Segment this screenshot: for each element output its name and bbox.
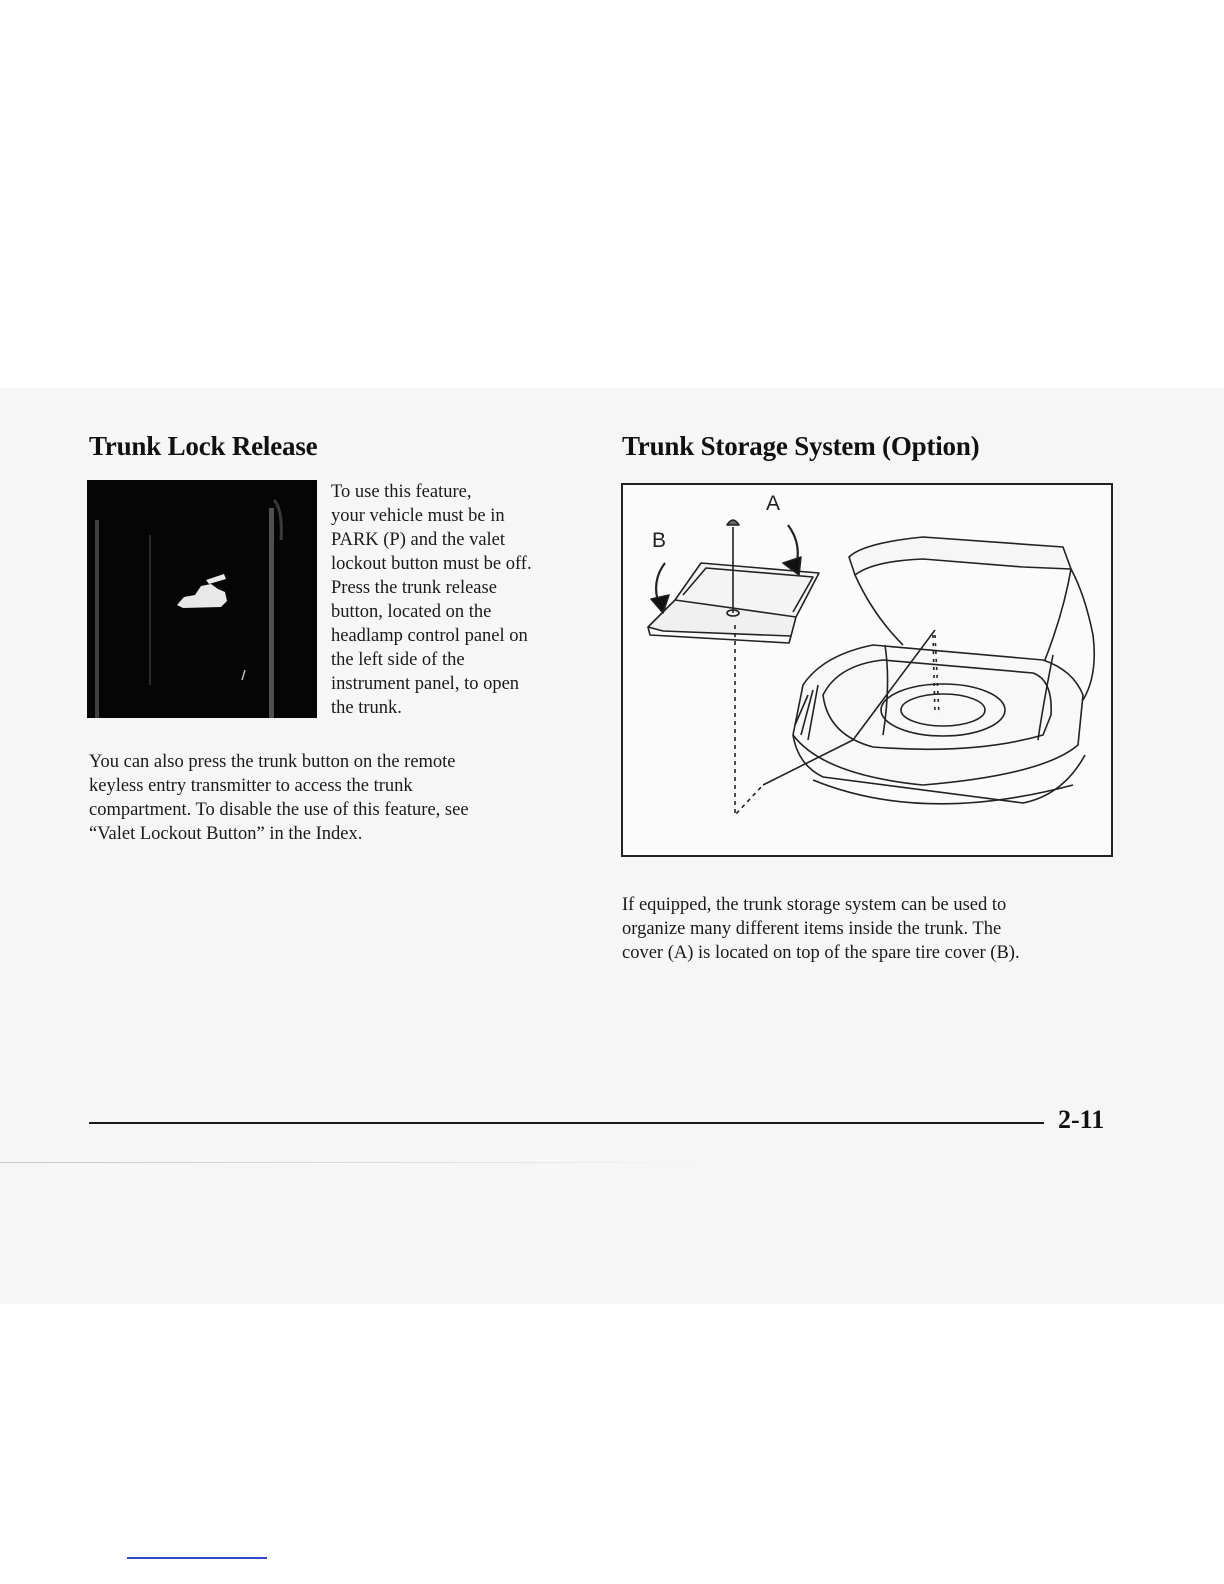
page-number: 2-11	[1058, 1105, 1105, 1134]
text-line: “Valet Lockout Button” in the Index.	[89, 824, 363, 844]
text-line: cover (A) is located on top of the spare tire cover (B).	[622, 943, 1020, 963]
text-line: lockout button must be off.	[331, 554, 532, 574]
label-b: B	[652, 529, 667, 552]
text-line: Press the trunk release	[331, 578, 497, 598]
trunk-release-button-photo	[87, 480, 317, 718]
text-line: headlamp control panel on	[331, 626, 528, 646]
trunk-storage-heading: Trunk Storage System (Option)	[622, 431, 980, 461]
trunk-lock-release-heading: Trunk Lock Release	[89, 431, 318, 461]
text-line: button, located on the	[331, 602, 492, 622]
text-line: your vehicle must be in	[331, 506, 505, 526]
text-line: compartment. To disable the use of this feature, see	[89, 800, 469, 820]
text-line: If equipped, the trunk storage system can be used to	[622, 895, 1007, 915]
text-line: PARK (P) and the valet	[331, 530, 506, 550]
label-a: A	[766, 492, 781, 515]
remote-keyless-paragraph	[89, 750, 559, 846]
link-underline	[127, 1557, 267, 1559]
text-line: organize many different items inside the trunk. The	[622, 919, 1002, 939]
text-line: To use this feature,	[331, 482, 472, 502]
trunk-storage-paragraph	[622, 893, 1122, 965]
text-line: instrument panel, to open	[331, 674, 520, 694]
text-line: You can also press the trunk button on the remote	[89, 752, 456, 772]
text-line: the trunk.	[331, 698, 402, 718]
text-line: keyless entry transmitter to access the trunk	[89, 776, 413, 796]
trunk-storage-illustration	[621, 483, 1113, 857]
scan-artifact-line	[0, 1162, 700, 1163]
trunk-release-instructions	[331, 480, 581, 720]
text-line: the left side of the	[331, 650, 465, 670]
footer-rule	[89, 1122, 1044, 1124]
